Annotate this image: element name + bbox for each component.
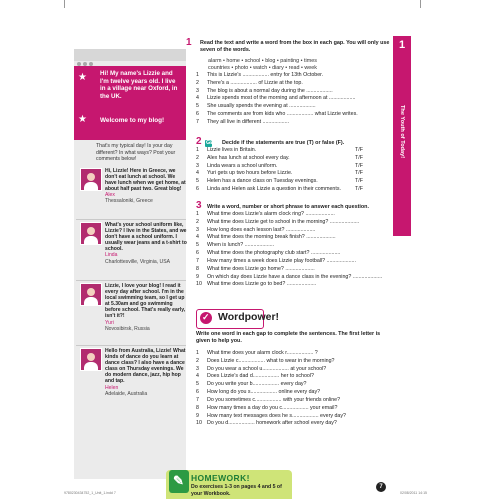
exercise-item: 6 Linda and Helen ask Lizzie a question in their comments. T/F bbox=[196, 186, 363, 193]
exercise-item: 1 What time does your alarm clock r.................. ? bbox=[196, 350, 318, 356]
exercise-item: 6 What time does the photography club start? .................... bbox=[196, 250, 341, 257]
unit-number: 1 bbox=[398, 39, 406, 51]
unit-title: The Youth of Today! bbox=[399, 105, 405, 159]
comment-text: What's your school uniform like, Lizzie? I live in the States, and we don't have a school uniform. I usually wear jeans and a t-shirt to school. bbox=[105, 222, 187, 253]
exercise-item: 2 Alex has lunch at school every day. T/F bbox=[196, 154, 363, 161]
get-badge: GET bbox=[206, 140, 218, 146]
avatar bbox=[80, 283, 102, 306]
crop-mark bbox=[64, 0, 65, 8]
exercise-list bbox=[196, 72, 386, 127]
avatar bbox=[80, 222, 102, 245]
homework-title: HOMEWORK! bbox=[191, 473, 250, 483]
exercise-item: 1 Lizzie lives in Britain. T/F bbox=[196, 147, 363, 153]
exercise-list bbox=[196, 350, 386, 428]
comment-text: Hi, Lizzie! Here in Greece, we don't eat lunch at school. We have lunch when we get home, at about half past two. Great blog! bbox=[105, 168, 186, 193]
exercise-item: 5 Helen has a dance class on Tuesday evenings. T/F bbox=[196, 178, 363, 185]
print-footer-right: 02/08/2011 14:15 bbox=[400, 491, 427, 495]
exercise-item: 5 Do you write your b.................. every day? bbox=[196, 381, 307, 388]
blog-welcome: Welcome to my blog! bbox=[100, 117, 165, 124]
exercise-item: 1 This is Lizzie's .................. entry for 13th October. bbox=[196, 72, 324, 78]
blog-intro: Hi! My name's Lizzie and I'm twelve years old. I live in a village near Oxford, in the UK. bbox=[100, 70, 178, 101]
word-box-line: alarm • home • school • blog • painting • times bbox=[208, 58, 317, 64]
comment-author: Yuri bbox=[105, 319, 114, 326]
exercise-item: 5 When is lunch? .................... bbox=[196, 242, 275, 249]
blog-question: That's my typical day! Is your day different? In what ways? Post your comments below! bbox=[96, 143, 176, 163]
exercise-item: 6 How long do you s.................. online every day? bbox=[196, 389, 321, 396]
exercise-item: 4 Yuri gets up two hours before Lizzie. T/F bbox=[196, 170, 363, 177]
exercise-item: 2 What time does Lizzie get to school in the morning? .................... bbox=[196, 218, 360, 225]
exercise-item: 7 How many times a week does Lizzie play football? .................... bbox=[196, 257, 356, 264]
exercise-list bbox=[196, 211, 386, 289]
exercise-item: 4 Does Lizzie's dad d.................. her to school? bbox=[196, 373, 315, 380]
comment-text: Lizzie, I love your blog! I read it every day after school. I'm in the local swimming team, so I get up at 5.30am and go swimming before school. That's really early, isn't it?! bbox=[105, 283, 186, 320]
exercise-item: 6 The comments are from kids who .................. what Lizzie writes. bbox=[196, 111, 358, 118]
comment-author: Alex bbox=[105, 192, 115, 199]
exercise-number: 1 bbox=[186, 37, 192, 48]
exercise-item: 5 She usually spends the evening at .................. bbox=[196, 103, 316, 110]
page-number: 7 bbox=[376, 482, 386, 492]
star-icon: ★ bbox=[78, 114, 87, 125]
divider bbox=[76, 345, 186, 346]
exercise-number: 2 bbox=[196, 136, 202, 147]
exercise-item: 8 How many times a day do you c.................. your email? bbox=[196, 404, 338, 411]
exercise-item: 1 What time does Lizzie's alarm clock ring? .................... bbox=[196, 211, 335, 217]
exercise-instruction: Write a word, number or short phrase to answer each question. bbox=[207, 204, 369, 210]
avatar bbox=[80, 168, 102, 191]
exercise-item: 4 What time does the morning break finish? .................... bbox=[196, 234, 336, 241]
exercise-item: 3 Linda wears a school uniform. T/F bbox=[196, 162, 363, 169]
exercise-item: 2 Does Lizzie c.................. what to wear in the morning? bbox=[196, 357, 335, 364]
comment-location: Adelaide, Australia bbox=[105, 390, 148, 397]
avatar bbox=[80, 348, 102, 371]
exercise-instruction: Read the text and write a word from the box in each gap. You will only use seven of the words. bbox=[200, 40, 390, 53]
comment-location: Novosibirsk, Russia bbox=[105, 325, 150, 332]
exercise-item: 2 There's a .................. of Lizzie at the top. bbox=[196, 79, 303, 86]
comment-location: Charlottesville, Virginia, USA bbox=[105, 258, 171, 265]
exercise-list bbox=[196, 147, 386, 194]
wordpower-title: Wordpower! bbox=[218, 311, 280, 323]
comment-text: Hello from Australia, Lizzie! What kinds of dance do you learn at dance class? I also have a dance class on Thursday evenings. We do modern dance, jazz, hip hop and tap. bbox=[105, 348, 186, 385]
exercise-item: 8 What time does Lizzie go home? .................... bbox=[196, 265, 315, 272]
exercise-number: 3 bbox=[196, 200, 202, 211]
word-box-line: countries • photo • watch • diary • read • week bbox=[208, 65, 317, 71]
print-footer-left: 9780230434752_1_Unit_1.indd 7 bbox=[64, 491, 116, 495]
divider bbox=[76, 280, 186, 281]
exercise-item: 9 On which day does Lizzie have a dance class in the evening? .................... bbox=[196, 273, 383, 280]
comment-author: Linda bbox=[105, 252, 118, 259]
exercise-item: 3 Do you wear a school u.................. at your school? bbox=[196, 365, 327, 372]
exercise-item: 4 Lizzie spends most of the morning and afternoon at .................. bbox=[196, 95, 356, 102]
exercise-item: 10 What time does Lizzie go to bed? .................... bbox=[196, 281, 317, 288]
homework-text: Do exercises 1-3 on pages 4 and 5 of your Workbook. bbox=[191, 484, 282, 497]
exercise-instruction: Write one word in each gap to complete the sentences. The first letter is given to help you. bbox=[196, 331, 381, 344]
thumbs-up-glyph: ✓ bbox=[202, 312, 210, 322]
exercise-item: 7 Do you sometimes c.................. with your friends online? bbox=[196, 396, 341, 403]
comment-location: Thessaloniki, Greece bbox=[105, 198, 153, 205]
crop-mark bbox=[420, 0, 421, 8]
exercise-item: 3 How long does each lesson last? .................... bbox=[196, 226, 316, 233]
star-icon: ★ bbox=[78, 72, 87, 83]
exercise-item: 10 Do you d.................. homework after school every day? bbox=[196, 420, 337, 427]
exercise-instruction: Decide if the statements are true (T) or false (F). bbox=[222, 140, 345, 146]
exercise-item: 3 The blog is about a normal day during the .................. bbox=[196, 87, 333, 94]
homework-glyph: ✎ bbox=[173, 473, 184, 488]
exercise-item: 9 How many text messages does he s.................. every day? bbox=[196, 412, 346, 419]
divider bbox=[76, 219, 186, 220]
exercise-item: 7 They all live in different .................. bbox=[196, 118, 290, 125]
comment-author: Helen bbox=[105, 384, 119, 391]
